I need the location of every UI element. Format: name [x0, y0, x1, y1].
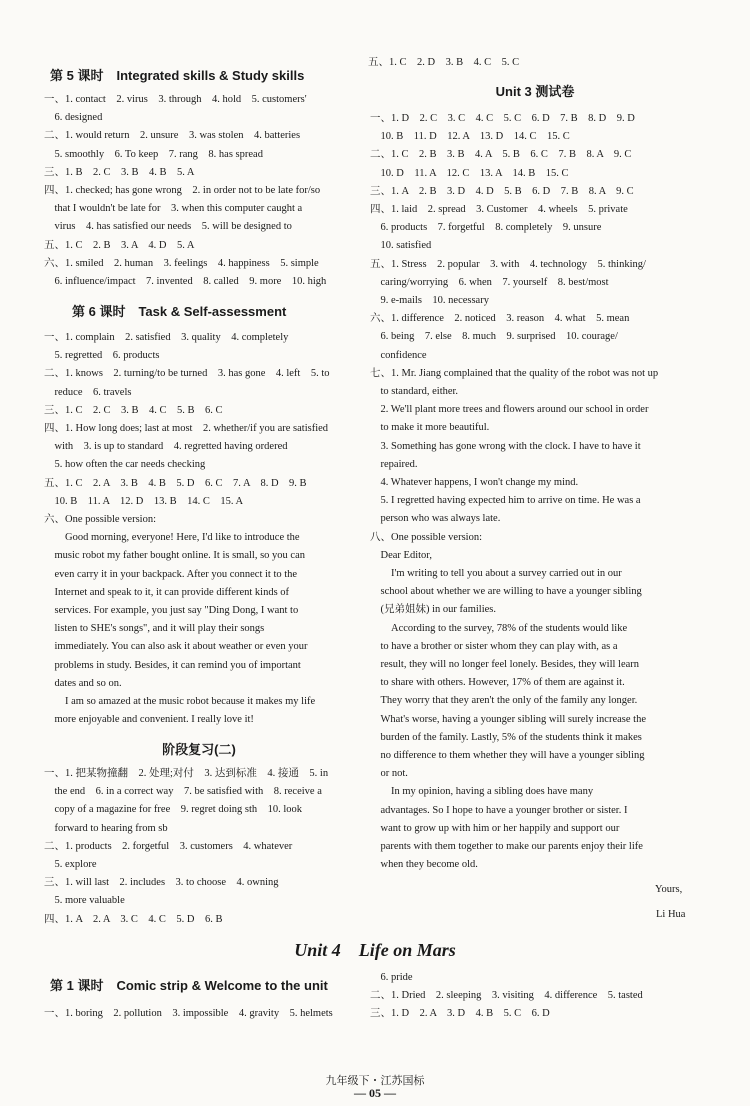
answer-line: 5. how often the car needs checking — [44, 459, 206, 471]
answer-line: result, they will no longer feel lonely. Besides, they will learn — [370, 659, 640, 670]
answer-line: forward to hearing from sb — [44, 822, 168, 834]
unit4-lesson1-title: 第 1 课时 Comic strip & Welcome to the unit — [50, 978, 328, 993]
answer-line: 二、1. would return 2. unsure 3. was stolen 4. batteries — [44, 130, 301, 142]
answer-line: 4. Whatever happens, I won't change my mind. — [370, 477, 579, 488]
answer-line: 三、1. will last 2. includes 3. to choose 4. owning — [44, 877, 279, 889]
answer-line: 一、1. complain 2. satisfied 3. quality 4. completely — [44, 332, 289, 343]
answer-line: Internet and speak to it, it can provide different kinds of — [44, 586, 290, 598]
answer-line: that I wouldn't be late for 3. when this computer caught a — [44, 203, 303, 215]
answer-line: 二、1. Dried 2. sleeping 3. visiting 4. difference 5. tasted — [370, 990, 643, 1001]
unit4-answer-line: 一、1. boring 2. pollution 3. impossible 4. gravity 5. helmets — [44, 1008, 333, 1019]
answer-line: advantages. So I hope to have a younger brother or sister. I — [370, 804, 628, 816]
answer-line: 二、1. C 2. B 3. B 4. A 5. B 6. C 7. B 8. A 9. C — [370, 149, 632, 161]
answer-line: 10. D 11. A 12. C 13. A 14. B 15. C — [370, 167, 569, 179]
answer-line: 9. e-mails 10. necessary — [370, 295, 489, 306]
unit4-title: Unit 4 Life on Mars — [294, 940, 456, 960]
answer-line: parents with them together to make our parents enjoy their life — [370, 841, 643, 852]
letter-closing: Yours, — [655, 884, 683, 895]
answer-line: no difference to them whether they will have a younger sibling — [370, 750, 645, 761]
answer-line: reduce 6. travels — [44, 386, 132, 398]
answer-line: 六、One possible version: — [44, 514, 156, 525]
answer-line: to share with others. However, 17% of them are against it. — [370, 677, 625, 689]
letter-signature: Li Hua — [656, 909, 686, 920]
answer-line: 3. Something has gone wrong with the clock. I have to have it — [370, 440, 641, 452]
answer-line: want to grow up with him or her happily and support our — [370, 822, 620, 834]
answer-line: 四、1. A 2. A 3. C 4. C 5. D 6. B — [44, 913, 223, 925]
answer-line: immediately. You can also ask it about weather or even your — [44, 641, 308, 653]
answer-line: 6. influence/impact 7. invented 8. called 9. more 10. high — [44, 276, 327, 287]
answer-line: 5. regretted 6. products — [44, 350, 160, 362]
answer-line: 二、1. knows 2. turning/to be turned 3. has gone 4. left 5. to — [44, 368, 330, 380]
answer-line: to standard, either. — [370, 386, 459, 397]
answer-line: the end 6. in a correct way 7. be satisfied with 8. receive a — [44, 786, 322, 798]
answer-line: (兄弟姐妹) in our families. — [370, 604, 496, 616]
review-title: 阶段复习(二) — [162, 742, 236, 757]
answer-line: to have a brother or sister whom they can play with, as a — [370, 640, 618, 652]
answer-line: Good morning, everyone! Here, I'd like to introduce the — [44, 532, 300, 544]
answer-line: 三、1. C 2. C 3. B 4. C 5. B 6. C — [44, 404, 223, 416]
answer-line: 5. explore — [44, 859, 97, 870]
lesson6-title: 第 6 课时 Task & Self-assessment — [72, 304, 287, 319]
answer-line: 四、1. checked; has gone wrong 2. in order not to be late for/so — [44, 185, 321, 196]
answer-line: listen to SHE's songs", and it will play their songs — [44, 623, 265, 635]
answer-line: even carry it in your backpack. After you connect it to the — [44, 568, 298, 580]
answer-line: 四、1. How long does; last at most 2. whether/if you are satisfied — [44, 423, 329, 434]
answer-line: 6. pride — [370, 972, 413, 983]
answer-line: to make it more beautiful. — [370, 422, 490, 434]
answer-line: virus 4. has satisfied our needs 5. will be designed to — [44, 221, 292, 233]
answer-line: What's worse, having a younger sibling will surely increase the — [370, 713, 646, 725]
answer-line: In my opinion, having a sibling does have many — [370, 786, 594, 798]
answer-line: 5. I regretted having expected him to arrive on time. He was a — [370, 495, 641, 507]
lesson5-title: 第 5 课时 Integrated skills & Study skills — [50, 68, 305, 83]
answer-line: 6. being 7. else 8. much 9. surprised 10. courage/ — [370, 331, 618, 343]
answer-line: burden of the family. Lastly, 5% of the students think it makes — [370, 731, 642, 743]
answer-line: caring/worrying 6. when 7. yourself 8. best/most — [370, 276, 609, 288]
unit3-test-title: Unit 3 测试卷 — [495, 84, 575, 99]
answer-line: 六、1. difference 2. noticed 3. reason 4. what 5. mean — [370, 313, 630, 325]
answer-line: 四、1. laid 2. spread 3. Customer 4. wheels 5. private — [370, 204, 628, 215]
answer-line: They worry that they aren't the only of the family any longer. — [370, 695, 638, 707]
answer-line: with 3. is up to standard 4. regretted having ordered — [44, 441, 288, 453]
answer-line: 三、1. A 2. B 3. D 4. D 5. B 6. D 7. B 8. A 9. C — [370, 185, 634, 197]
answer-line: repaired. — [370, 458, 418, 470]
answer-line: services. For example, you just say "Ding Dong, I want to — [44, 605, 299, 616]
answer-line: I am so amazed at the music robot because it makes my life — [44, 696, 316, 707]
answer-line: 10. satisfied — [370, 240, 432, 252]
answer-line: 五、1. Stress 2. popular 3. with 4. technology 5. thinking/ — [370, 258, 646, 270]
answer-line: person who was always late. — [370, 513, 501, 525]
answer-line: 五、1. C 2. A 3. B 4. B 5. D 6. C 7. A 8. D 9. B — [44, 477, 307, 489]
answer-line: problems in study. Besides, it can remind you of important — [44, 659, 301, 671]
answer-line: or not. — [370, 768, 408, 780]
answer-line: 6. products 7. forgetful 8. completely 9. unsure — [370, 222, 602, 234]
answer-line: I'm writing to tell you about a survey carried out in our — [370, 568, 622, 579]
answer-line: 一、1. contact 2. virus 3. through 4. hold 5. customers' — [44, 94, 307, 105]
footer-label: 九年级下・江苏国标 — [325, 1075, 425, 1087]
page-number: — 05 — — [354, 1086, 396, 1100]
answer-line: Dear Editor, — [370, 549, 432, 561]
answer-line: music robot my father bought online. It is small, so you can — [44, 550, 306, 562]
answer-line: confidence — [370, 349, 427, 361]
answer-line: 三、1. B 2. C 3. B 4. B 5. A — [44, 166, 195, 178]
answer-line: school about whether we are willing to have a younger sibling — [370, 586, 642, 598]
answer-line: when they become old. — [370, 859, 478, 871]
answer-line: 八、One possible version: — [370, 531, 482, 543]
answer-line: 一、1. 把某物撞翻 2. 处理;对付 3. 达到标准 4. 接通 5. in — [44, 768, 329, 779]
answer-line: 七、1. Mr. Jiang complained that the quality of the robot was not up — [370, 367, 659, 379]
answer-line: 2. We'll plant more trees and flowers around our school in order — [370, 404, 649, 416]
answer-line: 六、1. smiled 2. human 3. feelings 4. happiness 5. simple — [44, 257, 319, 269]
answer-line: copy of a magazine for free 9. regret doing sth 10. look — [44, 804, 303, 816]
answer-line: 10. B 11. A 12. D 13. B 14. C 15. A — [44, 495, 244, 507]
answer-line: 一、1. D 2. C 3. C 4. C 5. C 6. D 7. B 8. D 9. D — [370, 113, 635, 124]
answer-line: 5. smoothly 6. To keep 7. rang 8. has spread — [44, 148, 263, 160]
answer-line: more enjoyable and convenient. I really love it! — [44, 714, 254, 726]
answer-line: 6. designed — [44, 112, 103, 124]
answer-line: 五、1. C 2. B 3. A 4. D 5. A — [44, 239, 195, 251]
answer-line: 10. B 11. D 12. A 13. D 14. C 15. C — [370, 131, 570, 143]
answer-line: 二、1. products 2. forgetful 3. customers 4. whatever — [44, 840, 293, 852]
top-answer-line: 五、1. C 2. D 3. B 4. C 5. C — [368, 57, 520, 68]
answer-line: According to the survey, 78% of the students would like — [370, 622, 628, 634]
answer-line: 三、1. D 2. A 3. D 4. B 5. C 6. D — [370, 1008, 550, 1019]
answer-line: 5. more valuable — [44, 895, 125, 907]
answer-line: dates and so on. — [44, 677, 122, 689]
